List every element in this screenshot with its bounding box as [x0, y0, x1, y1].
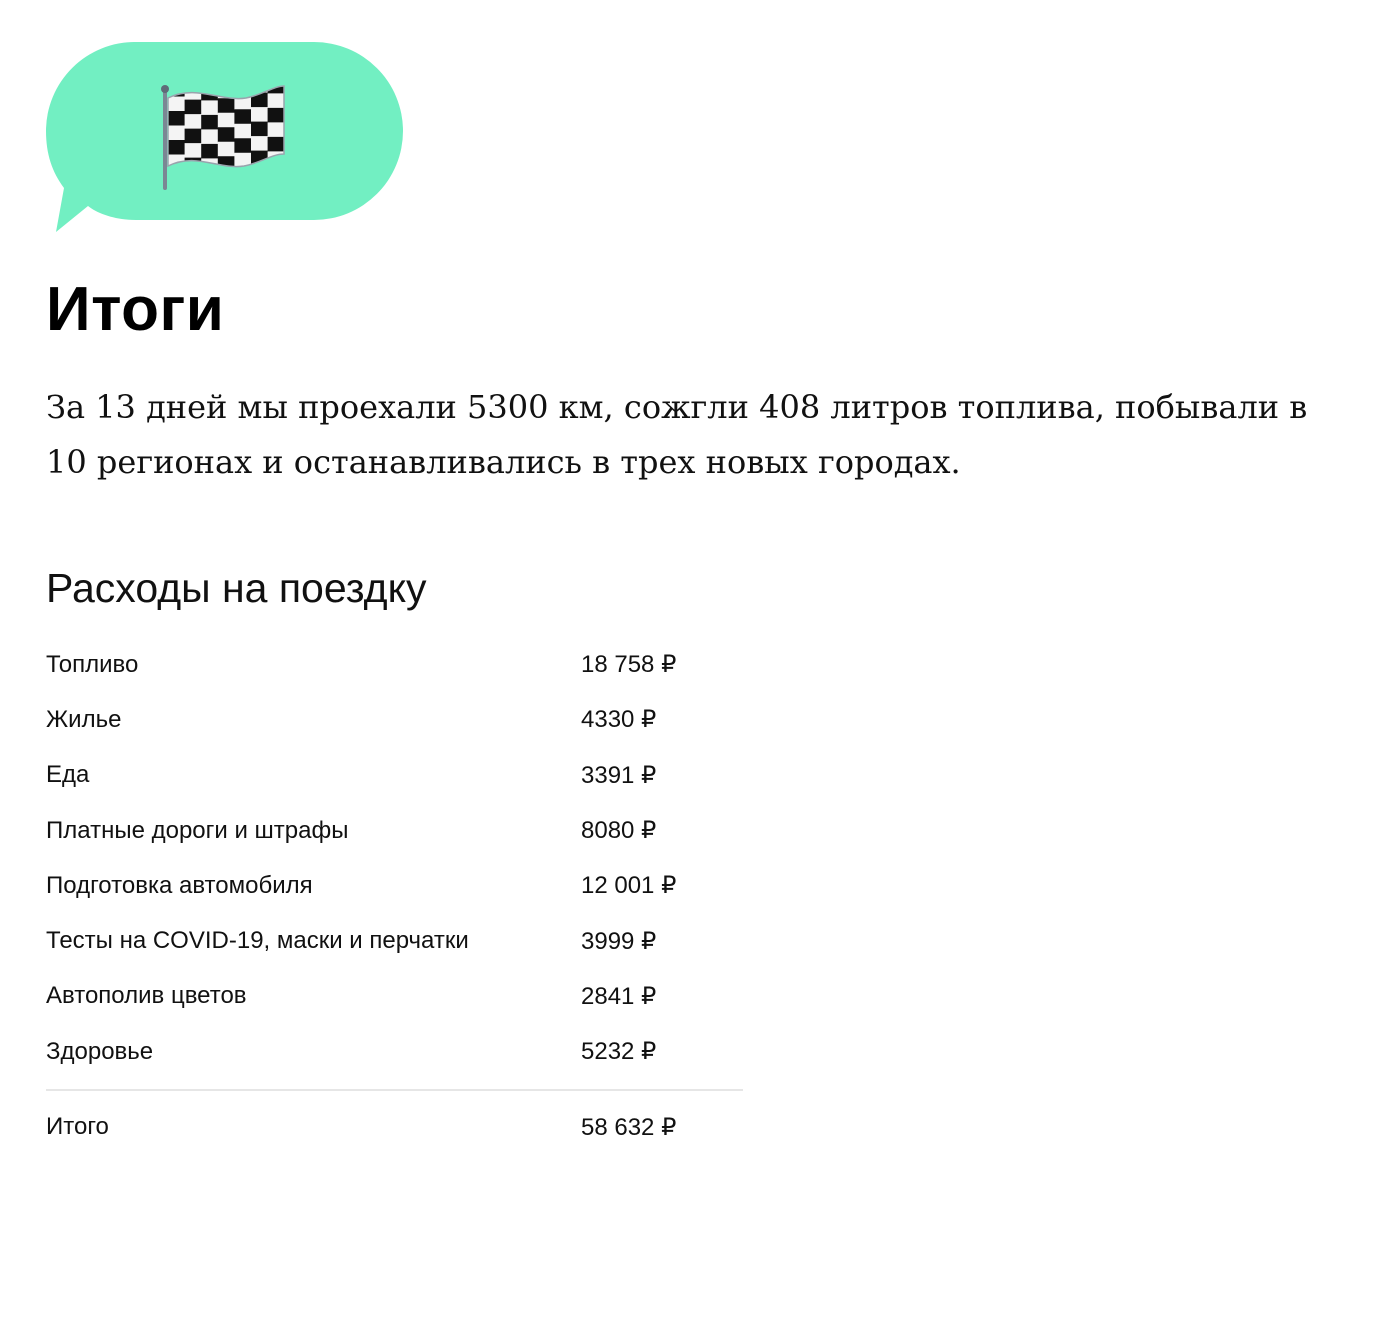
- expenses-table: [46, 637, 743, 1155]
- expense-label: Еда: [46, 761, 90, 789]
- speech-bubble: [46, 42, 406, 234]
- expense-row-car-prep: [46, 858, 743, 913]
- summary-paragraph: За 13 дней мы проехали 5300 км, сожгли 408 литров топлива, побывали в 10 регионах и останавливались в трех новых городах.: [46, 388, 1308, 481]
- expense-value: 4330 ₽: [581, 706, 657, 734]
- total-value: 58 632 ₽: [581, 1113, 677, 1141]
- expense-label: Здоровье: [46, 1037, 154, 1065]
- expense-row-health: [46, 1024, 743, 1079]
- expense-value: 5232 ₽: [581, 1038, 657, 1066]
- page-title: Итоги: [46, 275, 225, 344]
- total-label: Итого: [46, 1113, 109, 1141]
- expenses-heading: Расходы на поездку: [46, 565, 427, 611]
- expense-label: Тесты на COVID-19, маски и перчатки: [46, 927, 469, 955]
- speech-bubble-shape: [46, 42, 406, 234]
- expense-value: 8080 ₽: [581, 817, 657, 845]
- expense-value: 18 758 ₽: [581, 651, 677, 679]
- expense-row-housing: [46, 692, 743, 747]
- expense-row-tolls-fines: [46, 803, 743, 858]
- expense-row-food: [46, 748, 743, 803]
- expense-label: Платные дороги и штрафы: [46, 816, 349, 844]
- expense-row-fuel: [46, 637, 743, 692]
- total-divider: [46, 1089, 743, 1091]
- expense-value: 12 001 ₽: [581, 872, 677, 900]
- expense-value: 3999 ₽: [581, 927, 657, 955]
- expense-label: Топливо: [46, 650, 139, 678]
- expense-label: Подготовка автомобиля: [46, 871, 313, 899]
- expense-row-total: [46, 1099, 743, 1154]
- expense-row-covid: [46, 913, 743, 968]
- expense-row-watering: [46, 969, 743, 1024]
- expense-value: 2841 ₽: [581, 982, 657, 1010]
- expense-label: Автополив цветов: [46, 982, 247, 1010]
- expense-value: 3391 ₽: [581, 761, 657, 789]
- expense-label: Жилье: [46, 705, 122, 733]
